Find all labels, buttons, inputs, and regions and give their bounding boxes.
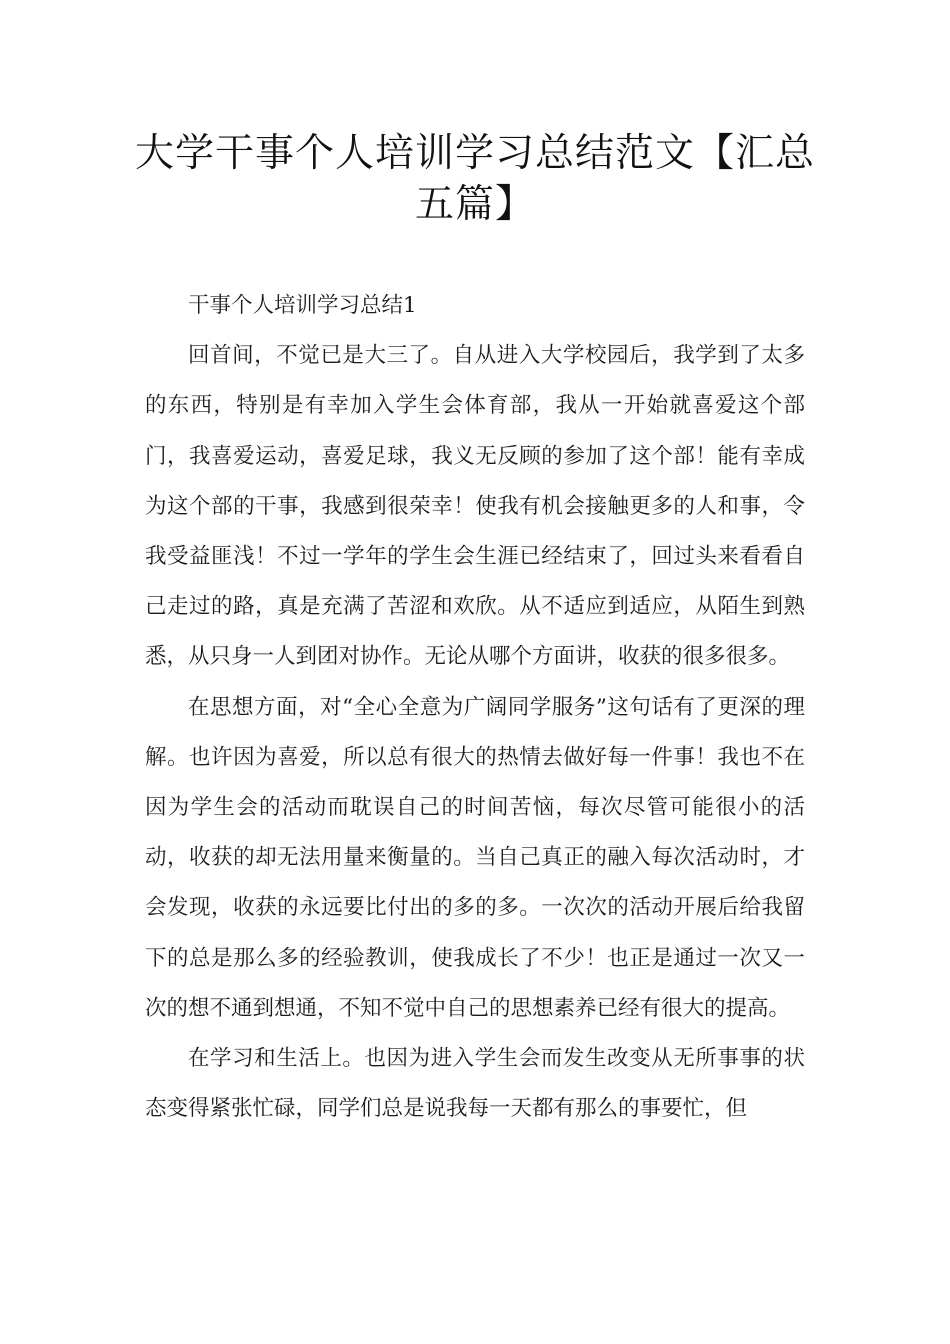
document-body (145, 281, 805, 1134)
document-title: 大学干事个人培训学习总结范文【汇总五篇】 (134, 131, 815, 227)
section-heading: 干事个人培训学习总结1 (188, 293, 417, 318)
body-paragraph: 在思想方面，对“全心全意为广阔同学服务”这句话有了更深的理解。也许因为喜爱，所以总有很大的热情去做好每一件事！我也不在因为学生会的活动而耽误自己的时间苦恼，每次尽管可能很小的活动，收获的却无法用量来衡量的。当自己真正的融入每次活动时，才会发现，收获的永远要比付出的多的多。一次次的活动开展后给我留下的总是那么多的经验教训，使我成长了不少！也正是通过一次又一次的想不通到想通，不知不觉中自己的思想素养已经有很大的提高。 (145, 694, 805, 1021)
body-paragraph: 回首间，不觉已是大三了。自从进入大学校园后，我学到了太多的东西，特别是有幸加入学生会体育部，我从一开始就喜爱这个部门，我喜爱运动，喜爱足球，我义无反顾的参加了这个部！能有幸成为这个部的干事，我感到很荣幸！使我有机会接触更多的人和事，令我受益匪浅！不过一学年的学生会生涯已经结束了，回过头来看看自己走过的路，真是充满了苦涩和欢欣。从不适应到适应，从陌生到熟悉，从只身一人到团对协作。无论从哪个方面讲，收获的很多很多。 (145, 343, 805, 670)
body-paragraph: 在学习和生活上。也因为进入学生会而发生改变从无所事事的状态变得紧张忙碌，同学们总是说我每一天都有那么的事要忙，但 (145, 1046, 805, 1122)
